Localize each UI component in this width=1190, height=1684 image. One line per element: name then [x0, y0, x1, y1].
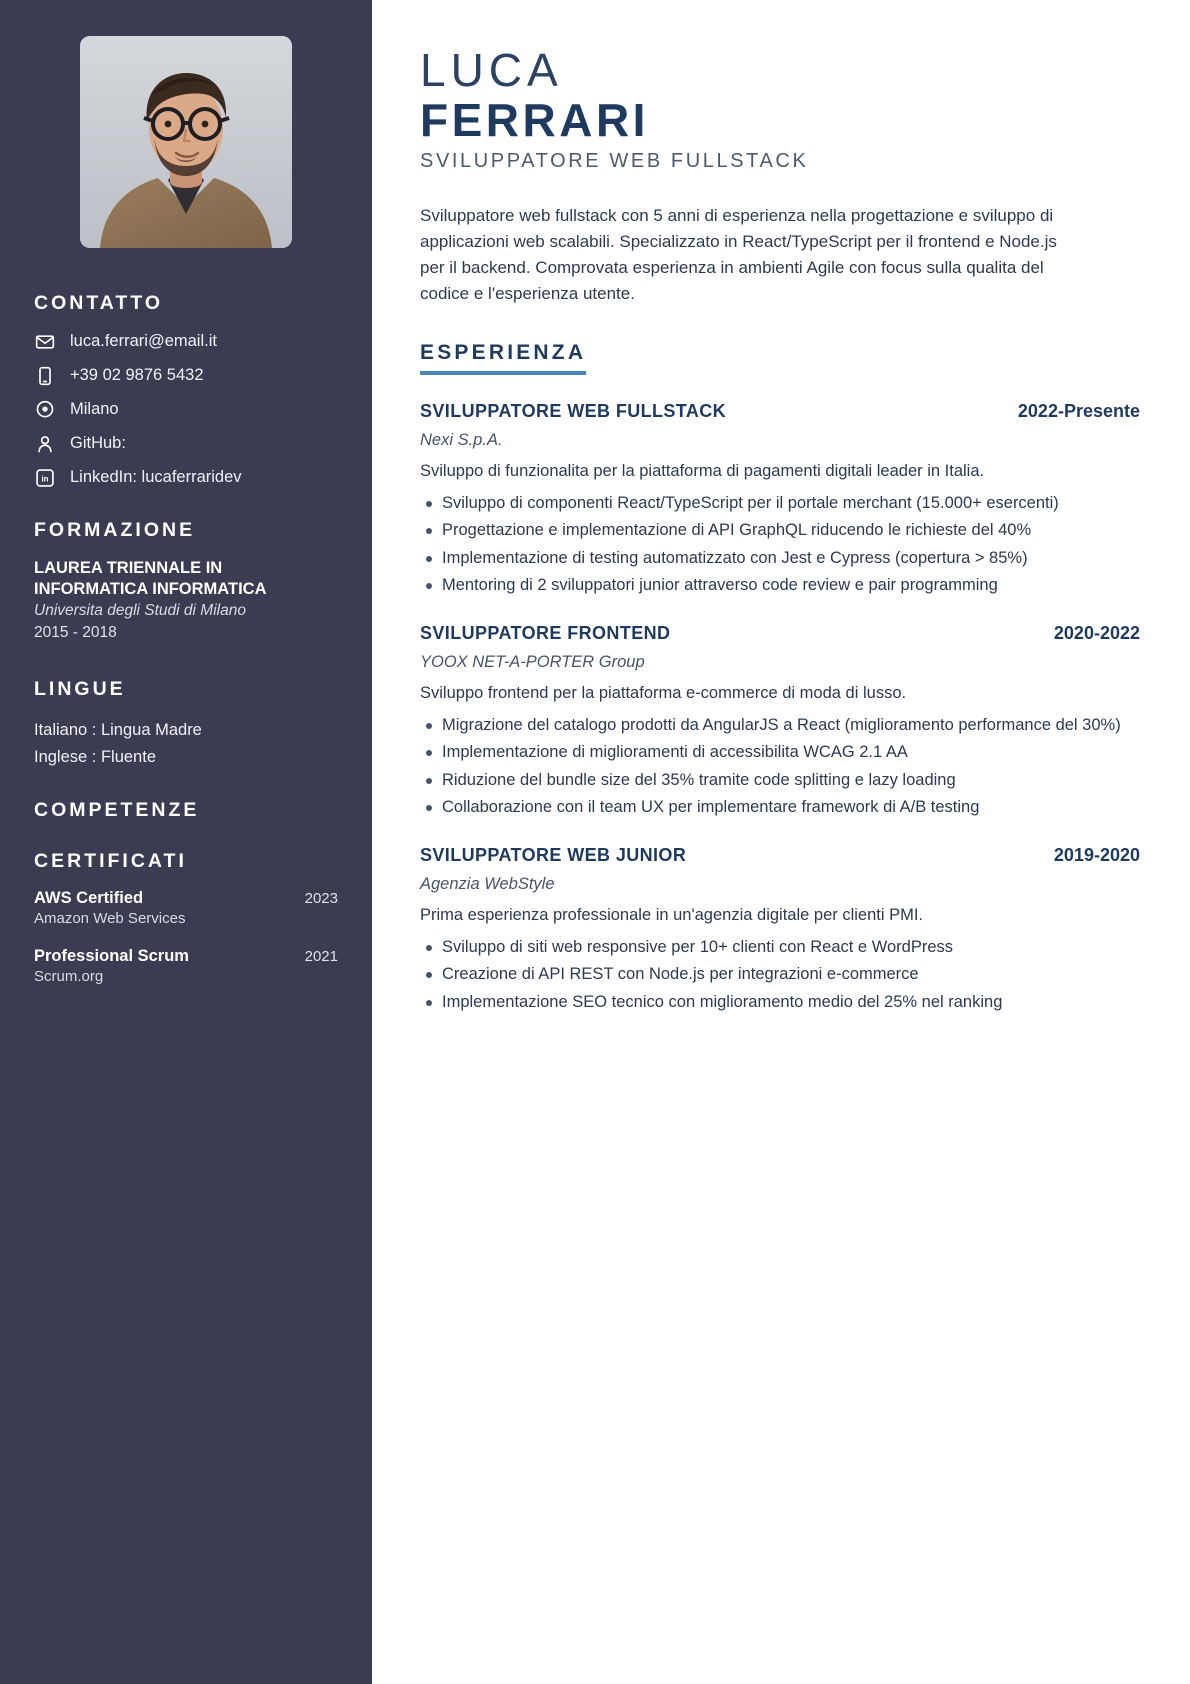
contact-item-location[interactable] [34, 399, 338, 421]
languages-section [34, 678, 338, 771]
job-title: SVILUPPATORE WEB FULLSTACK [420, 150, 809, 173]
contact-item-email[interactable] [34, 331, 338, 353]
certificate-name: AWS Certified [34, 889, 144, 908]
contact-item-github[interactable] [34, 433, 338, 455]
job-bullet: Implementazione SEO tecnico con miglioramento medio del 25% nel ranking [420, 991, 1140, 1014]
experience-heading: ESPERIENZA [420, 341, 586, 375]
profile-photo-container [34, 36, 338, 248]
certificate-item [34, 889, 338, 927]
contact-item-phone[interactable] [34, 365, 338, 387]
skills-heading: COMPETENZE [34, 799, 200, 822]
job-bullet: Implementazione di testing automatizzato con Jest e Cypress (copertura > 85%) [420, 547, 1140, 570]
job-description: Prima esperienza professionale in un'agenzia digitale per clienti PMI. [420, 906, 924, 925]
job-role: SVILUPPATORE WEB FULLSTACK [420, 401, 727, 422]
skills-section [34, 799, 338, 822]
job-company: Agenzia WebStyle [420, 875, 555, 894]
experience-entry [420, 401, 1140, 597]
job-bullet: Implementazione di miglioramenti di accessibilita WCAG 2.1 AA [420, 741, 1140, 764]
first-name: LUCA [420, 44, 563, 96]
sidebar [0, 0, 372, 1684]
job-role: SVILUPPATORE FRONTEND [420, 623, 671, 644]
job-bullet: Creazione di API REST con Node.js per integrazioni e-commerce [420, 963, 1140, 986]
job-bullet: Mentoring di 2 sviluppatori junior attraverso code review e pair programming [420, 574, 1140, 597]
language-item: Italiano : Lingua Madre [34, 720, 202, 739]
contact-section [34, 292, 338, 489]
linkedin-icon [34, 467, 56, 489]
job-bullet: Progettazione e implementazione di API GraphQL riducendo le richieste del 40% [420, 519, 1140, 542]
job-bullet-list [420, 936, 1140, 1014]
job-bullet: Collaborazione con il team UX per implementare framework di A/B testing [420, 796, 1140, 819]
languages-heading: LINGUE [34, 677, 126, 700]
education-years: 2015 - 2018 [34, 624, 117, 642]
certificates-section [34, 850, 338, 985]
education-heading: FORMAZIONE [34, 519, 196, 541]
contact-value-email: luca.ferrari@email.it [70, 332, 217, 351]
job-bullet-list [420, 492, 1140, 598]
job-role: SVILUPPATORE WEB JUNIOR [420, 845, 687, 866]
certificate-year: 2021 [304, 948, 338, 966]
location-pin-icon [34, 399, 56, 421]
job-description: Sviluppo di funzionalita per la piattaforma di pagamenti digitali leader in Italia. [420, 462, 985, 481]
phone-icon [34, 365, 56, 387]
person-icon [34, 433, 56, 455]
contact-list [34, 331, 338, 489]
education-item [34, 558, 338, 644]
certificates-heading: CERTIFICATI [34, 850, 187, 873]
certificate-name: Professional Scrum [34, 947, 189, 966]
experience-entry [420, 623, 1140, 819]
profile-summary: Sviluppatore web fullstack con 5 anni di esperienza nella progettazione e sviluppo di applicazioni web scalabili. Specializzato in React/TypeScript per il frontend e Node.js per il backend. Comprovata esperienza in ambienti Agile con focus sulla qualita del codice e l'esperienza utente. [420, 206, 1057, 304]
job-period: 2019-2020 [1053, 845, 1140, 866]
experience-section [420, 341, 1140, 1014]
job-bullet: Riduzione del bundle size del 35% tramite code splitting e lazy loading [420, 769, 1140, 792]
profile-photo [80, 36, 292, 248]
contact-value-linkedin: LinkedIn: lucaferraridev [70, 468, 242, 487]
job-company: Nexi S.p.A. [420, 431, 503, 450]
job-bullet: Sviluppo di siti web responsive per 10+ clienti con React e WordPress [420, 936, 1140, 959]
job-bullet-list [420, 714, 1140, 820]
education-degree: LAUREA TRIENNALE IN INFORMATICA INFORMATICA [34, 559, 267, 599]
education-school: Universita degli Studi di Milano [34, 602, 246, 620]
svg-text:in: in [41, 474, 49, 484]
job-company: YOOX NET-A-PORTER Group [420, 653, 645, 672]
envelope-icon [34, 331, 56, 353]
certificate-year: 2023 [304, 890, 338, 908]
job-description: Sviluppo frontend per la piattaforma e-commerce di moda di lusso. [420, 684, 907, 703]
language-item: Inglese : Fluente [34, 747, 156, 766]
contact-heading: CONTATTO [34, 292, 164, 314]
job-bullet: Migrazione del catalogo prodotti da AngularJS a React (miglioramento performance del 30%) [420, 714, 1140, 737]
main-content [372, 0, 1190, 1684]
contact-item-linkedin[interactable] [34, 467, 338, 489]
last-name: FERRARI [420, 93, 649, 146]
contact-value-phone: +39 02 9876 5432 [70, 366, 204, 385]
contact-value-location: Milano [70, 400, 119, 419]
job-period: 2022-Presente [1017, 401, 1140, 422]
certificate-org: Amazon Web Services [34, 910, 186, 928]
education-section [34, 519, 338, 644]
job-bullet: Sviluppo di componenti React/TypeScript per il portale merchant (15.000+ esercenti) [420, 492, 1140, 515]
certificate-org: Scrum.org [34, 968, 104, 986]
job-period: 2020-2022 [1053, 623, 1140, 644]
experience-entry [420, 845, 1140, 1014]
resume-header [420, 46, 1140, 173]
contact-value-github: GitHub: [70, 434, 126, 453]
certificate-item [34, 947, 338, 985]
